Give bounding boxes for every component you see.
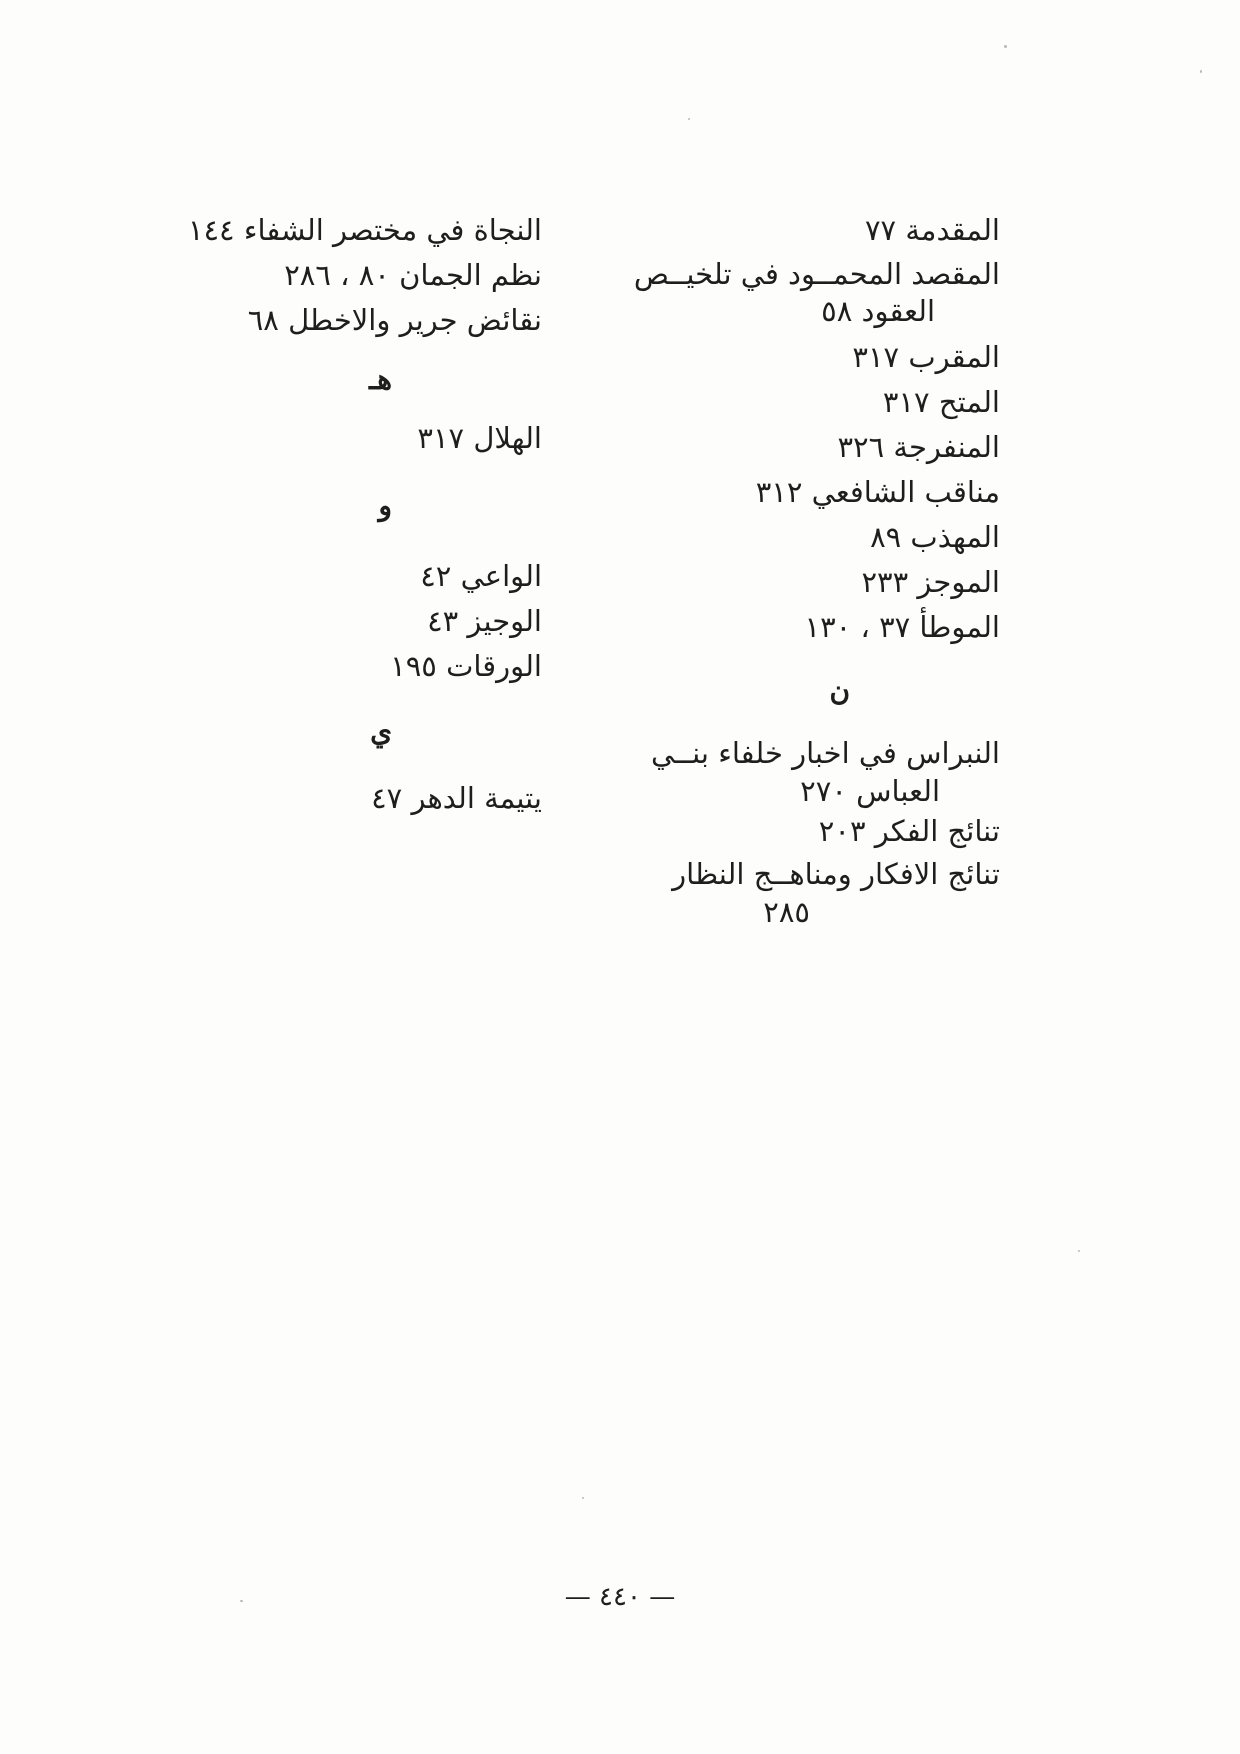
index-entry: الوجيز ٤٣ <box>427 604 542 638</box>
index-entry: الورقات ١٩٥ <box>390 649 542 683</box>
section-letter-nun: ن <box>829 674 850 707</box>
index-entry: تنائج الفكر ٢٠٣ <box>818 814 1000 848</box>
index-entry-continuation: العقود ٥٨ <box>821 294 935 328</box>
section-letter-ha: هـ <box>369 363 392 396</box>
index-entry <box>600 854 1000 930</box>
index-entry: المقدمة ٧٧ <box>864 213 1000 247</box>
index-entry: الموطأ ٣٧ ، ١٣٠ <box>804 610 1000 644</box>
index-entry: نظم الجمان ٨٠ ، ٢٨٦ <box>284 258 542 292</box>
scan-speck <box>688 118 690 120</box>
index-entry: المتح ٣١٧ <box>882 385 1000 419</box>
scan-speck <box>582 1497 584 1499</box>
index-entry: الواعي ٤٢ <box>420 559 542 593</box>
scan-speck <box>1078 1250 1080 1252</box>
index-entry-line: المقصد المحمــود في تلخيــص <box>633 257 1000 291</box>
index-entry: نقائض جرير والاخطل ٦٨ <box>247 303 542 337</box>
section-letter-ya: ي <box>370 715 392 748</box>
index-entry: الموجز ٢٣٣ <box>861 565 1000 599</box>
index-entry-continuation: ٢٨٥ <box>763 895 810 929</box>
scan-speck <box>1004 45 1007 48</box>
index-entry-line: النبراس في اخبار خلفاء بنــي <box>651 736 1000 770</box>
index-entry: النجاة في مختصر الشفاء ١٤٤ <box>187 213 542 247</box>
section-letter-waw: و <box>378 489 392 522</box>
index-entry: يتيمة الدهر ٤٧ <box>371 781 542 815</box>
index-column-left <box>122 208 542 821</box>
index-entry: المنفرجة ٣٢٦ <box>837 430 1000 464</box>
scan-speck <box>240 1600 243 1602</box>
page-number: — ٤٤٠ — <box>564 1582 676 1612</box>
index-entry: الهلال ٣١٧ <box>417 421 542 455</box>
index-entry: المهذب ٨٩ <box>870 520 1000 554</box>
index-entry: مناقب الشافعي ٣١٢ <box>755 475 1000 509</box>
index-entry: المقرب ٣١٧ <box>852 340 1000 374</box>
index-entry <box>600 733 1000 809</box>
index-entry <box>600 255 1000 329</box>
index-column-right <box>600 208 1000 930</box>
scan-speck <box>1200 70 1202 73</box>
index-entry-line: تنائج الافكار ومناهــج النظار <box>672 857 1000 891</box>
index-entry-continuation: العباس ٢٧٠ <box>800 774 940 808</box>
